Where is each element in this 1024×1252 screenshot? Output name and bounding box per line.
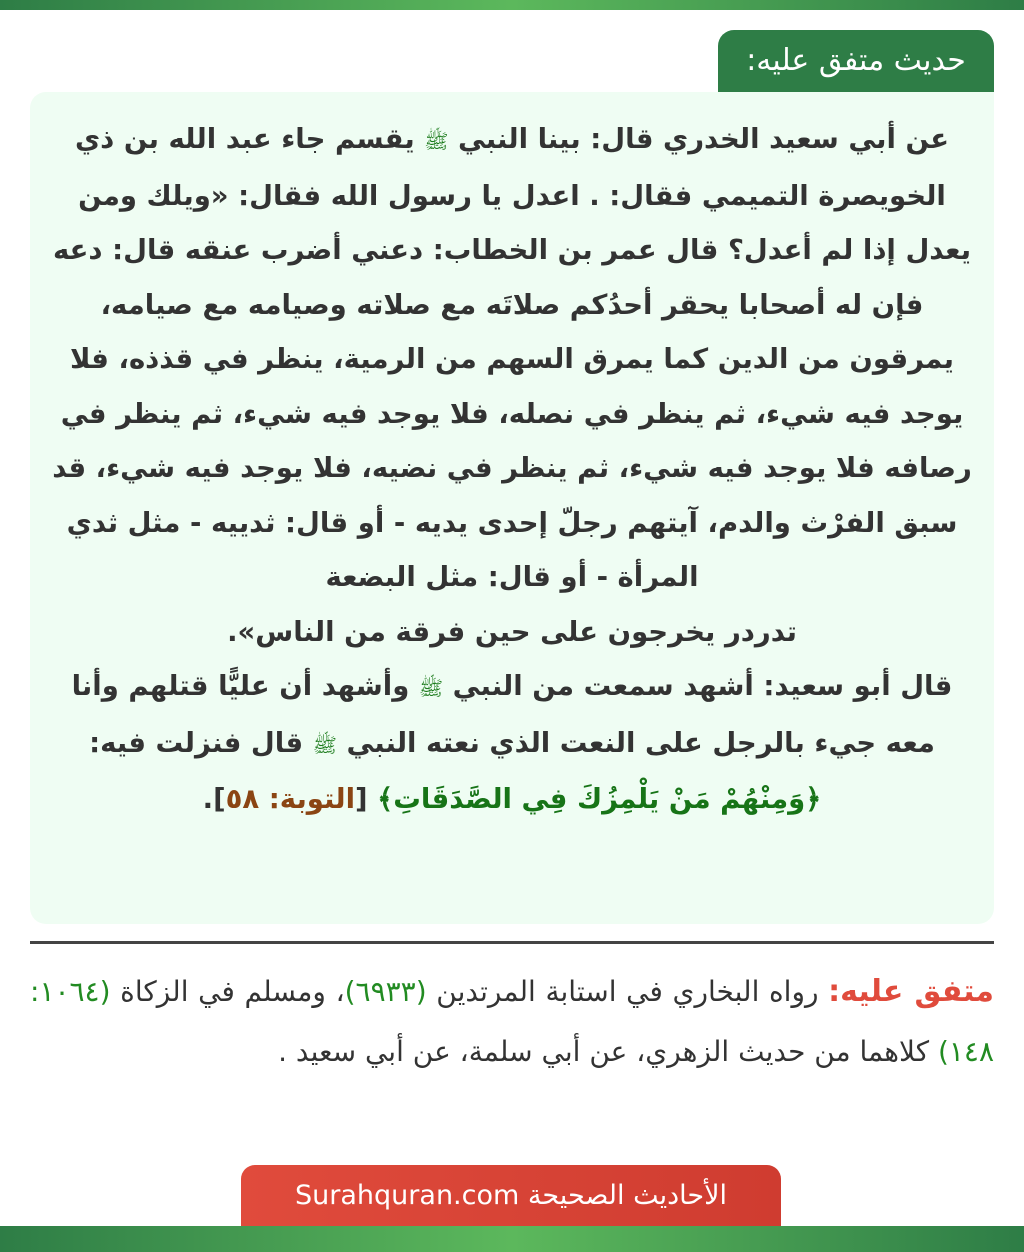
testimony-part-2: وأشهد أن عليًّا قتلهم وأنا معه جيء بالرجل على النعت الذي نعته النبي [71, 670, 935, 759]
testimony-part-1: قال أبو سعيد: أشهد سمعت من النبي [452, 670, 953, 702]
source-text-3: كلاهما من حديث الزهري، عن أبي سلمة، عن أبي سعيد . [278, 1035, 938, 1068]
hadith-source [30, 962, 994, 1082]
ref-bracket-open: [ [355, 783, 378, 815]
bottom-decorative-bar [0, 1226, 1024, 1252]
verse-reference: التوبة: ٥٨ [225, 783, 356, 815]
source-text-2: ، ومسلم في الزكاة [110, 975, 345, 1008]
site-link-button[interactable]: الأحاديث الصحيحة Surahquran.com [241, 1165, 781, 1226]
muslim-number: (١٠٦٤: ١٤٨) [30, 975, 994, 1068]
ref-bracket-close: ]. [202, 783, 226, 815]
salla-icon: ﷺ [312, 732, 337, 757]
section-divider [30, 941, 994, 944]
hadith-text-part-2: يقسم جاء عبد الله بن ذي الخويصرة التميمي فقال: . اعدل يا رسول الله فقال: «ويلك ومن يعدل إذا لم أعدل؟ قال عمر بن الخطاب: دعني أضرب عنقه قال: دعه فإن له أصحابا يحقر أحدُكم صلاتَه مع صلاته وصيامه مع صيامه، يمرقون من الدين كما يمرق السهم من الرمية، ينظر في قذذه، فلا يوجد فيه شيء، ثم ينظر في نصله، فلا يوجد فيه شيء، ثم ينظر في رصافه فلا يوجد فيه شيء، ثم ينظر في نضيه، فلا يوجد فيه شيء، قد سبق الفرْث والدم، آيتهم رجلّ إحدى يديه - أو قال: ثدييه - مثل ثدي المرأة - أو قال: مثل البضعة [52, 123, 972, 593]
hadith-closing-line: تدردر يخرجون على حين فرقة من الناس». [227, 615, 797, 648]
testimony-part-3: قال فنزلت فيه: [89, 726, 304, 759]
abu-said-testimony [48, 659, 976, 827]
source-label: متفق عليه: [828, 974, 994, 1009]
hadith-type-header: حديث متفق عليه: [718, 30, 994, 92]
hadith-text-box [30, 92, 994, 924]
quran-verse: ﴿وَمِنْهُمْ مَنْ يَلْمِزُكَ فِي الصَّدَقَاتِ﴾ [377, 783, 822, 815]
hadith-body [48, 112, 976, 605]
salla-icon: ﷺ [424, 129, 449, 153]
hadith-text-part-1: عن أبي سعيد الخدري قال: بينا النبي [457, 123, 950, 155]
bukhari-number: (٦٩٣٣) [344, 975, 427, 1008]
top-decorative-bar [0, 0, 1024, 10]
salla-icon: ﷺ [418, 676, 444, 700]
source-text-1: رواه البخاري في استابة المرتدين [426, 975, 829, 1008]
